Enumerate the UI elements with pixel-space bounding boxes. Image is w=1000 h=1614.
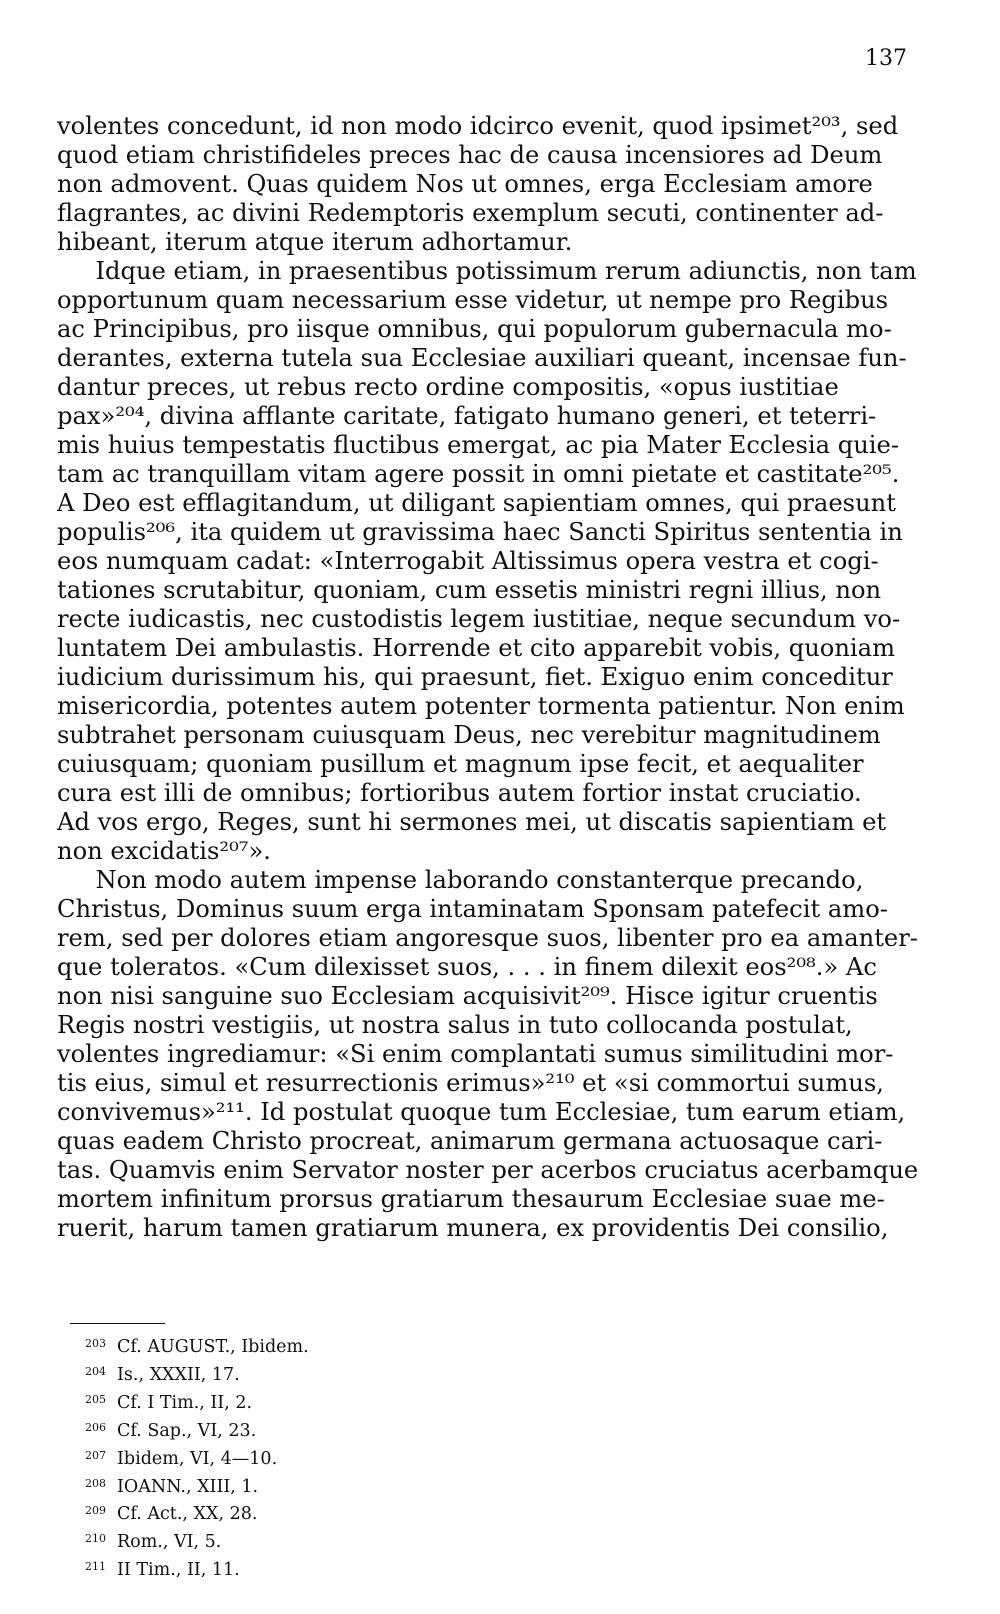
text-line: Christus, Dominus suum erga intaminatam Sponsam patefecit amo- (57, 895, 888, 923)
footnote-number: 207 (85, 1448, 106, 1462)
text-line: non nisi sanguine suo Ecclesiam acquisivit²⁰⁹. Hisce igitur cruentis (57, 982, 878, 1010)
text-line: eos numquam cadat: «Interrogabit Altissimus opera vestra et cogi- (57, 547, 879, 575)
footnote-divider (70, 1323, 165, 1324)
text-line: Ad vos ergo, Reges, sunt hi sermones mei, ut discatis sapientiam et (57, 808, 887, 836)
text-line: cura est illi de omnibus; fortioribus autem fortior instat cruciatio. (57, 779, 862, 807)
text-line: quas eadem Christo procreat, animarum germana actuosaque cari- (57, 1127, 883, 1155)
text-line: volentes concedunt, id non modo idcirco evenit, quod ipsimet²⁰³, sed (57, 112, 899, 140)
text-line: iudicium durissimum his, qui praesunt, fiet. Exiguo enim conceditur (57, 663, 893, 691)
body-text (57, 112, 927, 1243)
text-line: ruerit, harum tamen gratiarum munera, ex providentis Dei consilio, (57, 1214, 889, 1242)
text-line: tationes scrutabitur, quoniam, cum essetis ministri regni illius, non (57, 576, 882, 604)
footnotes (85, 1332, 309, 1583)
footnote (85, 1499, 309, 1527)
paragraph (57, 866, 927, 1243)
text-line: tas. Quamvis enim Servator noster per acerbos cruciatus acerbamque (57, 1156, 919, 1184)
text-line: dantur preces, ut rebus recto ordine compositis, «opus iustitiae (57, 373, 839, 401)
footnote-number: 204 (85, 1364, 106, 1378)
text-line: rem, sed per dolores etiam angoresque suos, libenter pro ea amanter- (57, 924, 918, 952)
footnote-text: II Tim., II, 11. (117, 1560, 240, 1581)
text-line: opportunum quam necessarium esse videtur, ut nempe pro Regibus (57, 286, 889, 314)
footnote-number: 203 (85, 1337, 106, 1350)
footnote (85, 1388, 309, 1416)
text-line: Idque etiam, in praesentibus potissimum rerum adiunctis, non tam (57, 257, 917, 285)
footnote (85, 1416, 309, 1444)
text-line: subtrahet personam cuiusquam Deus, nec verebitur magnitudinem (57, 721, 881, 749)
text-line: quod etiam christifideles preces hac de causa incensiores ad Deum (57, 141, 883, 169)
text-line: luntatem Dei ambulastis. Horrende et cito apparebit vobis, quoniam (57, 634, 896, 662)
footnote-text: Ibidem, VI, 4—10. (117, 1448, 278, 1469)
footnote-number: 210 (85, 1532, 106, 1546)
footnote-text: Is., XXXII, 17. (117, 1364, 240, 1385)
text-line: A Deo est efflagitandum, ut diligant sapientiam omnes, qui praesunt (57, 489, 896, 517)
text-line: Regis nostri vestigiis, ut nostra salus in tuto collocanda postulat, (57, 1011, 853, 1039)
footnote-number: 206 (85, 1420, 106, 1434)
footnote-number: 205 (85, 1392, 106, 1406)
footnote (85, 1472, 309, 1500)
text-line: tam ac tranquillam vitam agere possit in omni pietate et castitate²⁰⁵. (57, 460, 900, 488)
footnote-text: Rom., VI, 5. (117, 1532, 222, 1553)
footnote (85, 1555, 309, 1583)
footnote-text: Cf. I Tim., II, 2. (117, 1392, 253, 1413)
footnote-text: Cf. Sap., VI, 23. (117, 1420, 257, 1441)
text-line: cuiusquam; quoniam pusillum et magnum ipse fecit, et aequaliter (57, 750, 864, 778)
footnote-text: Cf. Act., XX, 28. (117, 1504, 258, 1525)
footnote (85, 1332, 309, 1360)
footnote-number: 208 (85, 1476, 106, 1490)
text-line: que toleratos. «Cum dilexisset suos, . . . in finem dilexit eos²⁰⁸.» Ac (57, 953, 877, 981)
text-line: derantes, externa tutela sua Ecclesiae auxiliari queant, incensae fun- (57, 344, 907, 372)
text-line: non admovent. Quas quidem Nos ut omnes, erga Ecclesiam amore (57, 170, 873, 198)
text-line: tis eius, simul et resurrectionis erimus»²¹⁰ et «si commortui sumus, (57, 1069, 884, 1097)
text-line: populis²⁰⁶, ita quidem ut gravissima haec Sancti Spiritus sententia in (57, 518, 903, 546)
text-line: volentes ingrediamur: «Si enim complantati sumus similitudini mor- (57, 1040, 894, 1068)
text-line: ac Principibus, pro iisque omnibus, qui populorum gubernacula mo- (57, 315, 892, 343)
text-line: convivemus»²¹¹. Id postulat quoque tum Ecclesiae, tum earum etiam, (57, 1098, 906, 1126)
text-line: non excidatis²⁰⁷». (57, 837, 271, 865)
paragraph (57, 257, 927, 866)
footnote (85, 1360, 309, 1388)
text-line: hibeant, iterum atque iterum adhortamur. (57, 228, 573, 256)
text-line: flagrantes, ac divini Redemptoris exemplum secuti, continenter ad- (57, 199, 884, 227)
footnote-text: IOANN., XIII, 1. (117, 1476, 259, 1497)
text-line: Non modo autem impense laborando constanterque precando, (57, 866, 864, 894)
footnote (85, 1444, 309, 1472)
footnote (85, 1527, 309, 1555)
text-line: pax»²⁰⁴, divina afflante caritate, fatigato humano generi, et teterri- (57, 402, 877, 430)
page-number: 137 (865, 46, 907, 71)
paragraph (57, 112, 927, 257)
text-line: mis huius tempestatis fluctibus emergat, ac pia Mater Ecclesia quie- (57, 431, 900, 459)
footnote-number: 211 (85, 1560, 106, 1574)
text-line: misericordia, potentes autem potenter tormenta patientur. Non enim (57, 692, 905, 720)
footnote-text: Cf. AUGUST., Ibidem. (117, 1337, 309, 1357)
text-line: recte iudicastis, nec custodistis legem iustitiae, neque secundum vo- (57, 605, 901, 633)
footnote-number: 209 (85, 1504, 106, 1518)
text-line: mortem infinitum prorsus gratiarum thesaurum Ecclesiae suae me- (57, 1185, 885, 1213)
